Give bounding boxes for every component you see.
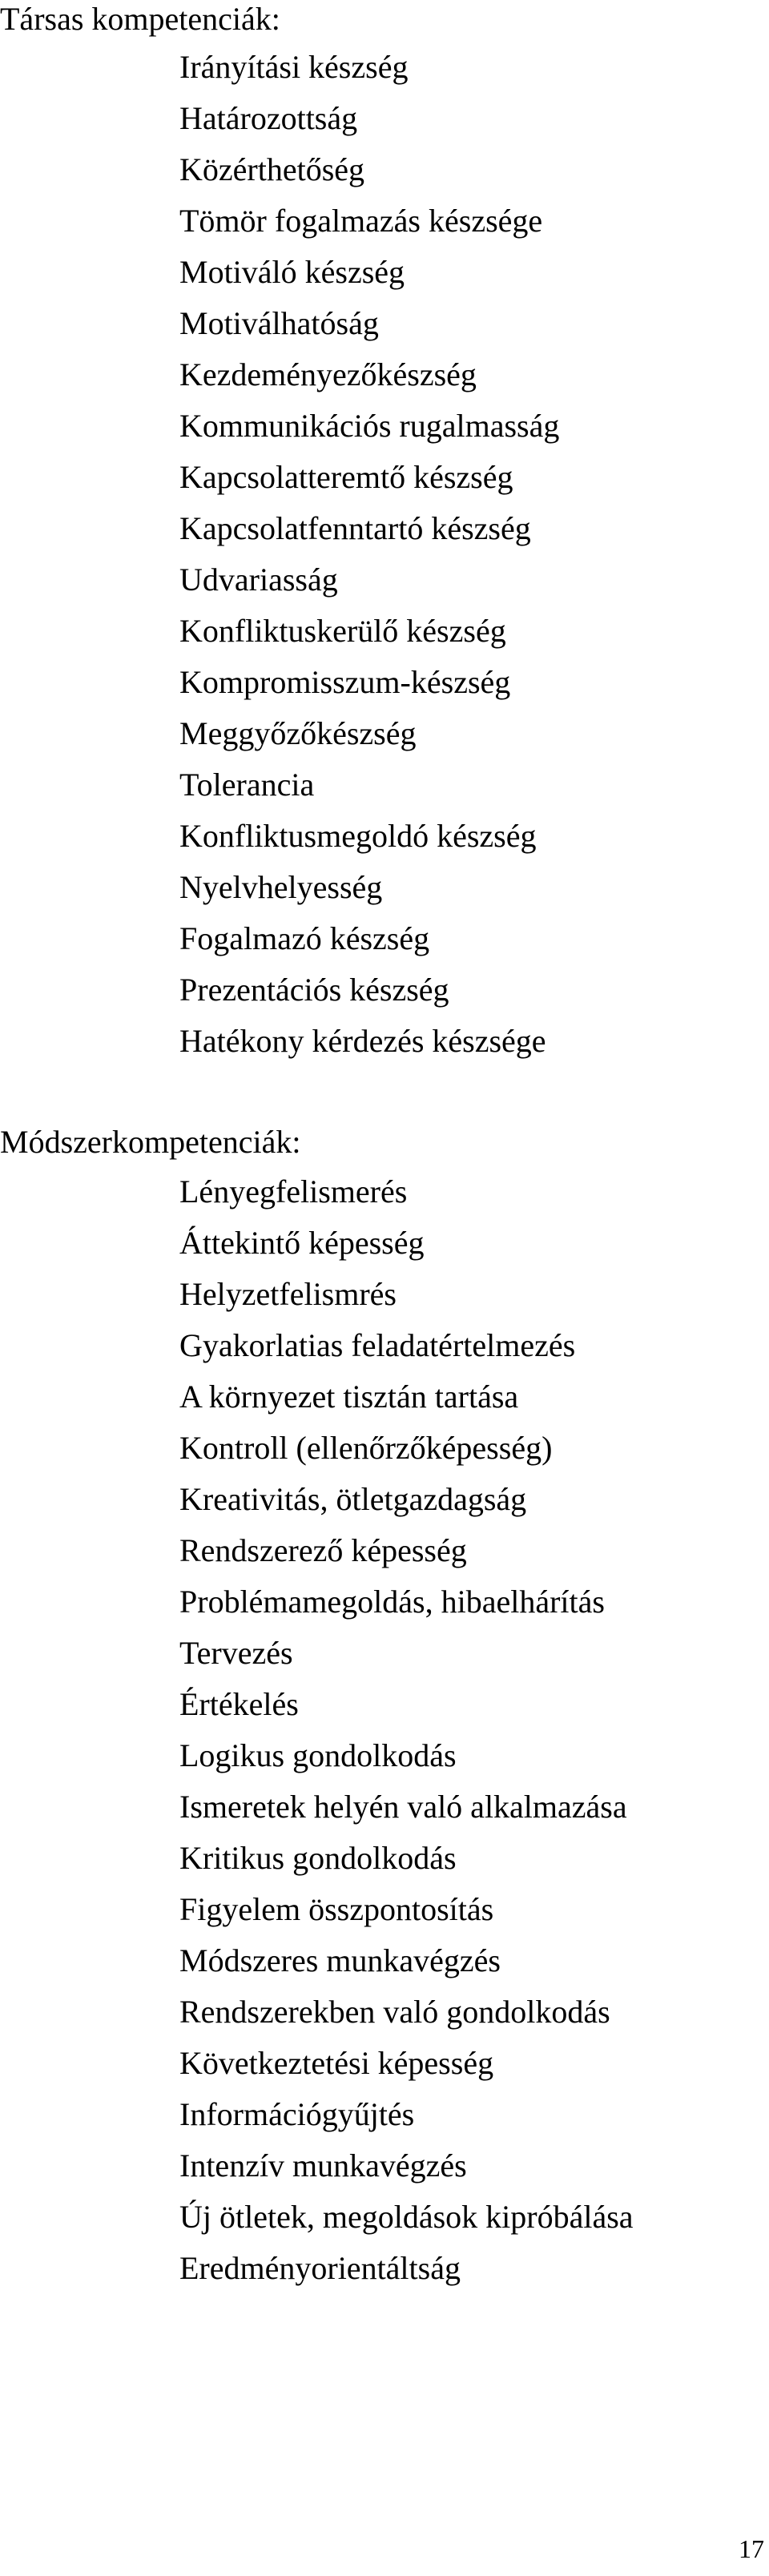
list-item: Tömör fogalmazás készsége	[179, 203, 543, 239]
list-item: A környezet tisztán tartása	[179, 1379, 519, 1415]
list-item: Következtetési képesség	[179, 2045, 494, 2081]
list-item: Logikus gondolkodás	[179, 1737, 457, 1773]
list-item: Közérthetőség	[179, 151, 365, 187]
list-item: Értékelés	[179, 1686, 299, 1722]
list-item: Határozottság	[179, 100, 358, 136]
list-item: Helyzetfelismrés	[179, 1276, 397, 1312]
list-item: Ismeretek helyén való alkalmazása	[179, 1789, 627, 1825]
list-item: Meggyőzőkészség	[179, 715, 417, 751]
list-item: Kritikus gondolkodás	[179, 1840, 457, 1876]
section-heading-method-competencies: Módszerkompetenciák:	[0, 1124, 301, 1160]
list-item: Új ötletek, megoldások kipróbálása	[179, 2199, 634, 2235]
list-item: Irányítási készség	[179, 49, 409, 85]
list-item: Kezdeményezőkészség	[179, 356, 477, 392]
list-item: Intenzív munkavégzés	[179, 2147, 467, 2184]
list-item: Motiváló készség	[179, 254, 405, 290]
list-item: Kapcsolatfenntartó készség	[179, 510, 531, 546]
list-item: Gyakorlatias feladatértelmezés	[179, 1327, 576, 1363]
list-item: Hatékony kérdezés készsége	[179, 1023, 546, 1059]
list-item: Konfliktusmegoldó készség	[179, 818, 537, 854]
list-item: Tolerancia	[179, 767, 315, 803]
list-item: Kompromisszum-készség	[179, 664, 511, 700]
list-item: Kapcsolatteremtő készség	[179, 459, 513, 495]
social-competencies-list	[179, 42, 559, 1067]
list-item: Információgyűjtés	[179, 2096, 415, 2132]
list-item: Kontroll (ellenőrzőképesség)	[179, 1430, 553, 1466]
list-item: Problémamegoldás, hibaelhárítás	[179, 1584, 605, 1620]
list-item: Rendszerekben való gondolkodás	[179, 1994, 610, 2030]
list-item: Tervezés	[179, 1635, 293, 1671]
list-item: Fogalmazó készség	[179, 920, 430, 956]
list-item: Áttekintő képesség	[179, 1225, 425, 1261]
list-item: Lényegfelismerés	[179, 1173, 408, 1210]
list-item: Figyelem összpontosítás	[179, 1891, 494, 1927]
list-item: Motiválhatóság	[179, 305, 379, 341]
page-number: 17	[739, 2534, 764, 2563]
list-item: Kreativitás, ötletgazdagság	[179, 1481, 527, 1517]
list-item: Konfliktuskerülő készség	[179, 613, 506, 649]
list-item: Prezentációs készség	[179, 972, 449, 1008]
list-item: Nyelvhelyesség	[179, 869, 383, 905]
list-item: Eredményorientáltság	[179, 2250, 461, 2286]
list-item: Módszeres munkavégzés	[179, 1942, 501, 1978]
section-heading-social-competencies: Társas kompetenciák:	[0, 1, 280, 37]
list-item: Kommunikációs rugalmasság	[179, 408, 560, 444]
method-competencies-list	[179, 1166, 634, 2294]
list-item: Udvariasság	[179, 561, 338, 598]
list-item: Rendszerező képesség	[179, 1532, 467, 1568]
